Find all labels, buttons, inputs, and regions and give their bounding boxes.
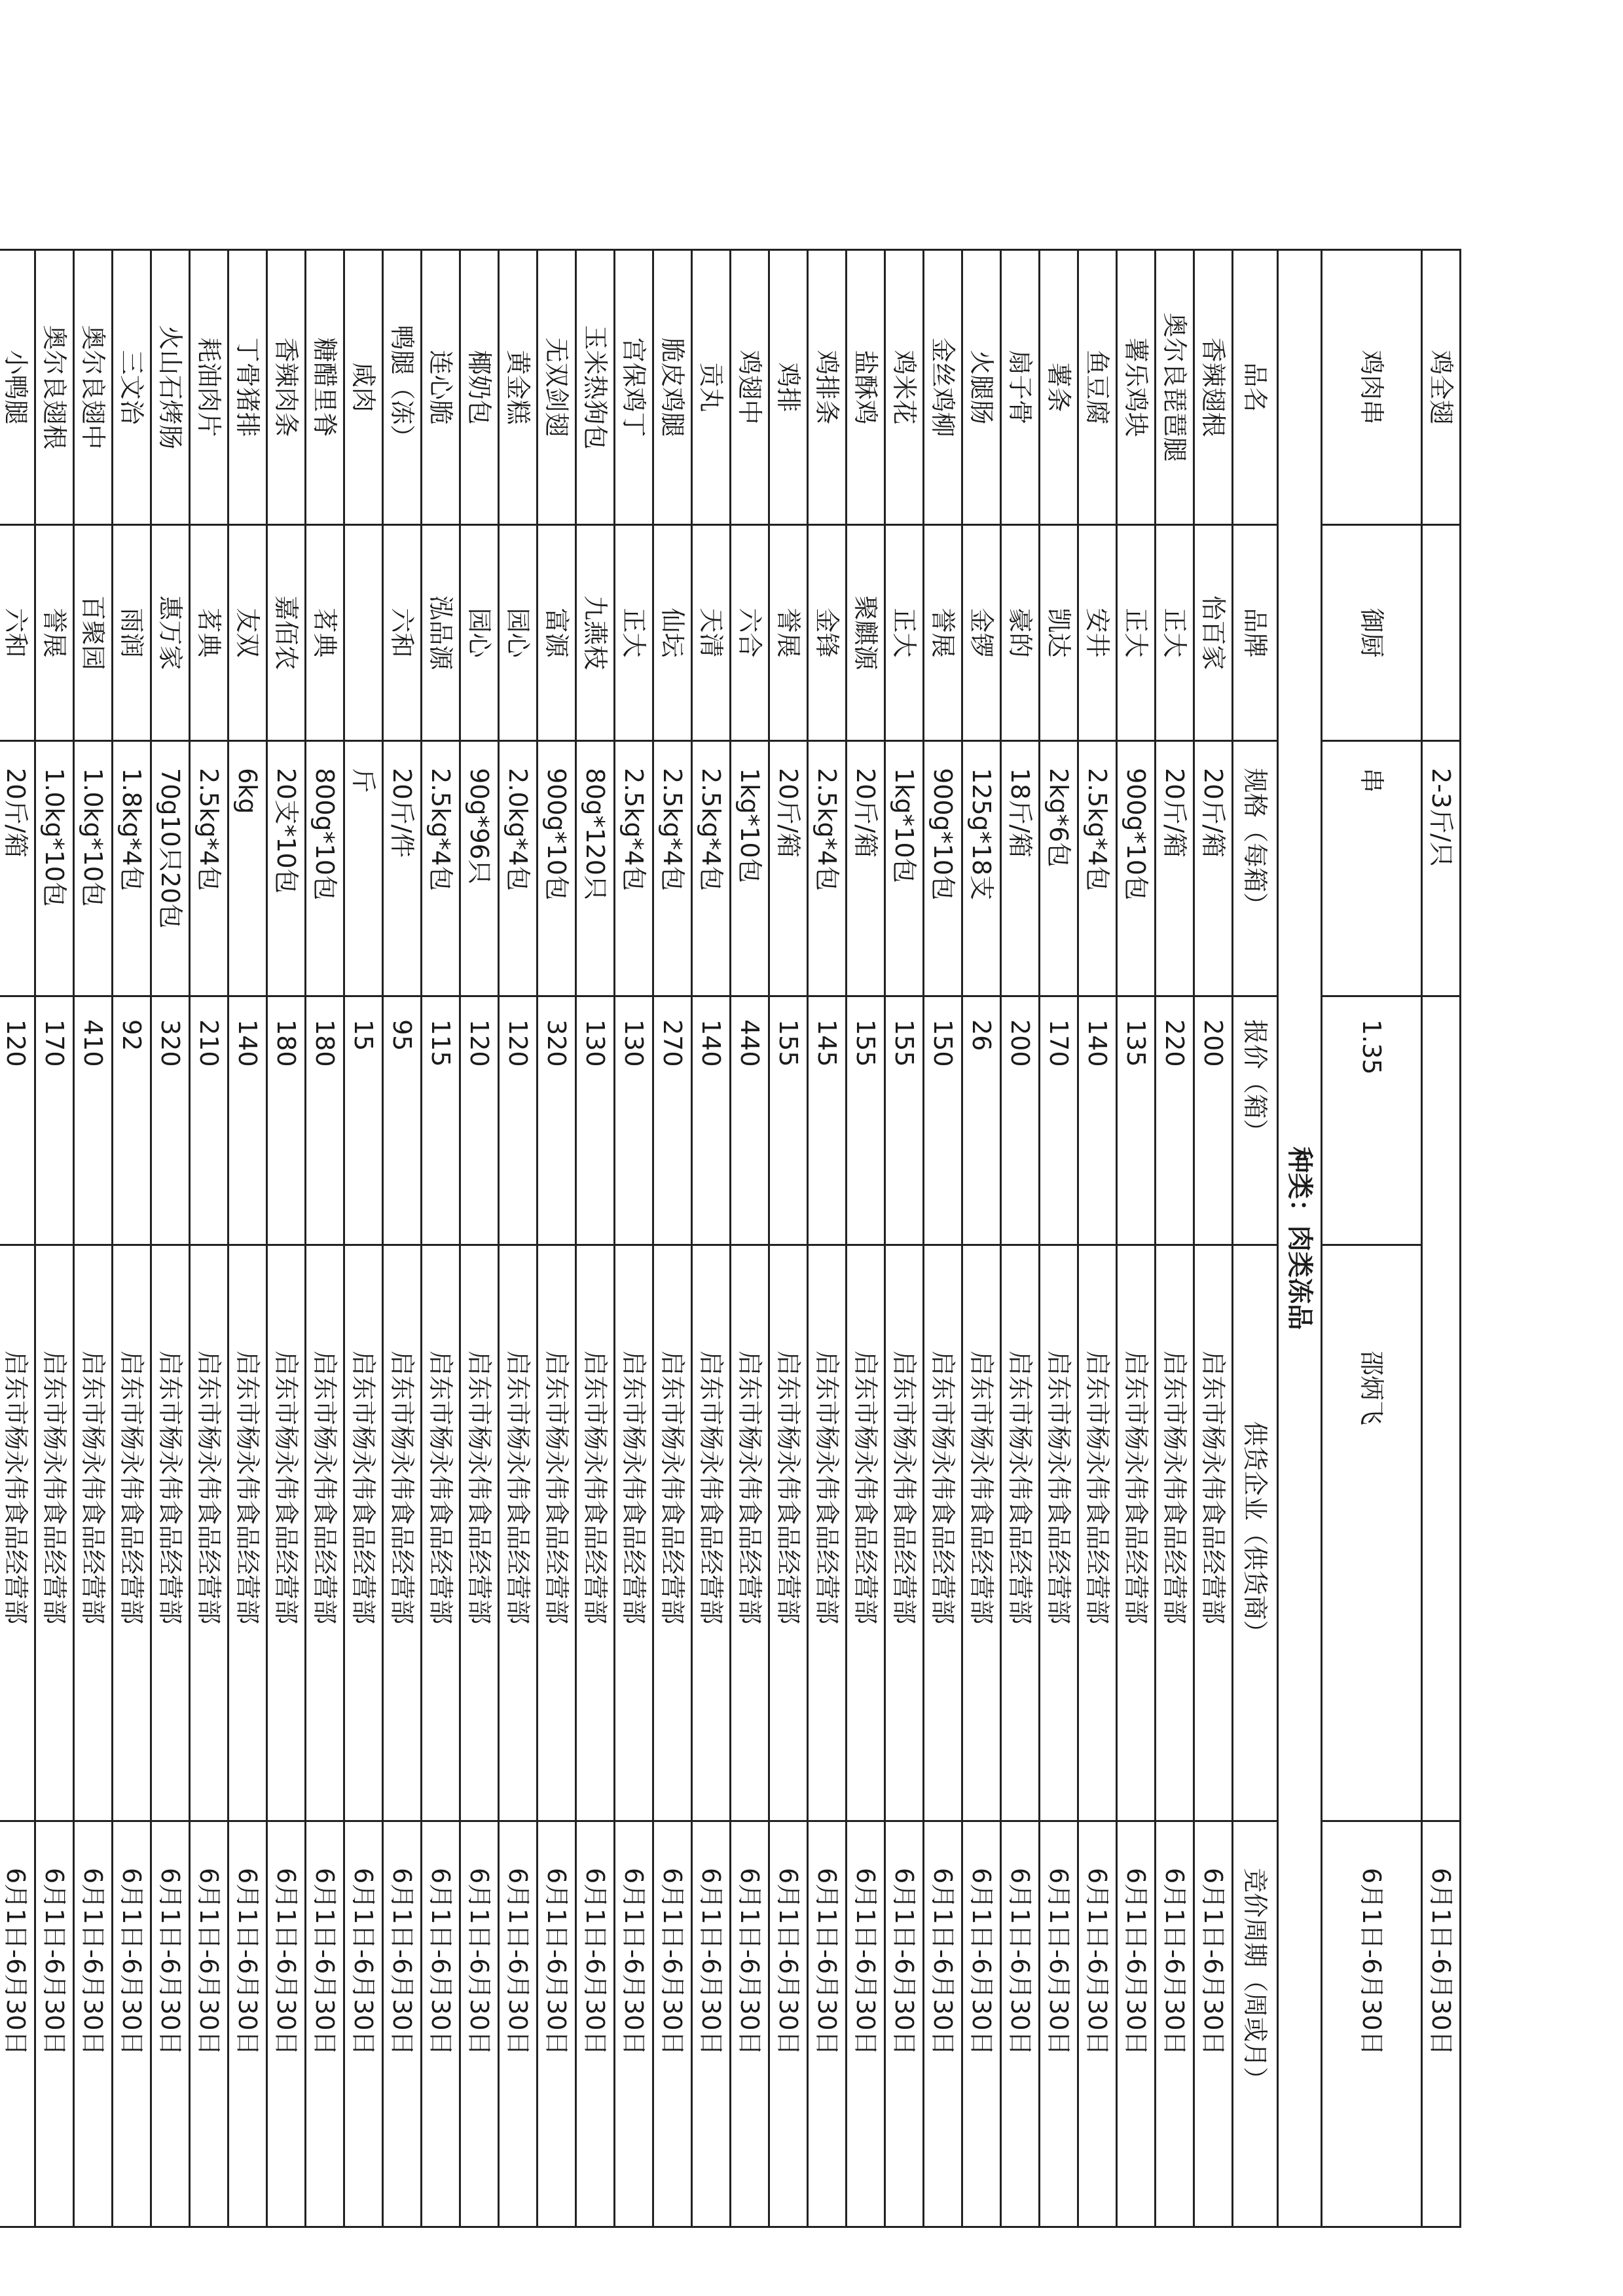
item-brand: 凯达: [1040, 525, 1078, 741]
item-brand: 金锣: [962, 525, 1001, 741]
item-period: 6月1日-6月30日: [1040, 1821, 1078, 2227]
table-row: [113, 250, 151, 2227]
item-price: 120: [460, 996, 499, 1245]
item-supplier: 启东市杨永伟食品经营部: [1040, 1245, 1078, 1821]
item-brand: 安井: [1078, 525, 1117, 741]
item-period: 6月1日-6月30日: [769, 1821, 808, 2227]
item-supplier: 启东市杨永伟食品经营部: [383, 1245, 422, 1821]
item-supplier: 启东市杨永伟食品经营部: [499, 1245, 538, 1821]
item-period: 6月1日-6月30日: [344, 1821, 383, 2227]
item-price: 92: [113, 996, 151, 1245]
item-name: 贡丸: [692, 250, 731, 525]
item-supplier: 启东市杨永伟食品经营部: [228, 1245, 267, 1821]
item-price: 145: [808, 996, 847, 1245]
item-name: 薯条: [1040, 250, 1078, 525]
table-row: [1117, 250, 1156, 2227]
item-supplier: 启东市杨永伟食品经营部: [267, 1245, 306, 1821]
item-period: 6月1日-6月30日: [306, 1821, 344, 2227]
item-price: 140: [1078, 996, 1117, 1245]
item-price: 95: [383, 996, 422, 1245]
item-name: 香辣翅根: [1194, 250, 1233, 525]
item-price: 170: [1040, 996, 1078, 1245]
item-price: 410: [74, 996, 113, 1245]
item-supplier: [1422, 1245, 1461, 1821]
item-period: 6月1日-6月30日: [190, 1821, 228, 2227]
item-spec: 90g*96只: [460, 741, 499, 996]
item-name: 咸肉: [344, 250, 383, 525]
item-supplier: 启东市杨永伟食品经营部: [1194, 1245, 1233, 1821]
table-row: [267, 250, 306, 2227]
item-brand: 六和: [0, 525, 35, 741]
header-period: 竞价周期（周或月）: [1233, 1821, 1278, 2227]
item-name: 耗油肉片: [190, 250, 228, 525]
item-brand: 九燕枝: [576, 525, 615, 741]
item-spec: 6kg: [228, 741, 267, 996]
item-supplier: 启东市杨永伟食品经营部: [0, 1245, 35, 1821]
item-brand: 怡百家: [1194, 525, 1233, 741]
item-spec: 20斤/箱: [769, 741, 808, 996]
table-row: [383, 250, 422, 2227]
item-price: 120: [0, 996, 35, 1245]
item-period: 6月1日-6月30日: [962, 1821, 1001, 2227]
item-supplier: 启东市杨永伟食品经营部: [576, 1245, 615, 1821]
item-spec: 2.5kg*4包: [190, 741, 228, 996]
item-period: 6月1日-6月30日: [576, 1821, 615, 2227]
item-name: 火山石烤肠: [151, 250, 190, 525]
table-row: [885, 250, 924, 2227]
item-supplier: 启东市杨永伟食品经营部: [1001, 1245, 1040, 1821]
item-name: 奥尔良翅中: [74, 250, 113, 525]
item-period: 6月1日-6月30日: [615, 1821, 653, 2227]
item-price: 155: [847, 996, 885, 1245]
item-price: 170: [35, 996, 74, 1245]
table-row: [924, 250, 962, 2227]
item-period: 6月1日-6月30日: [731, 1821, 769, 2227]
item-name: 金丝鸡柳: [924, 250, 962, 525]
item-name: 三文治: [113, 250, 151, 525]
item-name: 奥尔良琵琶腿: [1156, 250, 1194, 525]
item-spec: 18斤/箱: [1001, 741, 1040, 996]
item-price: [1422, 996, 1461, 1245]
item-supplier: 启东市杨永伟食品经营部: [190, 1245, 228, 1821]
item-brand: 誉展: [769, 525, 808, 741]
item-name: 椰奶包: [460, 250, 499, 525]
item-price: 155: [769, 996, 808, 1245]
item-brand: 誉展: [924, 525, 962, 741]
item-brand: 泓品源: [422, 525, 460, 741]
item-name: 火腿肠: [962, 250, 1001, 525]
item-supplier: 启东市杨永伟食品经营部: [1117, 1245, 1156, 1821]
table-row: [1156, 250, 1194, 2227]
table-row: [1078, 250, 1117, 2227]
item-price: 200: [1194, 996, 1233, 1245]
item-spec: 2.5kg*4包: [692, 741, 731, 996]
item-name: 奥尔良翅根: [35, 250, 74, 525]
item-spec: 125g*18支: [962, 741, 1001, 996]
item-spec: 2.5kg*4包: [1078, 741, 1117, 996]
item-spec: 1.0kg*10包: [35, 741, 74, 996]
item-period: 6月1日-6月30日: [1322, 1821, 1422, 2227]
item-name: 鱼豆腐: [1078, 250, 1117, 525]
item-spec: 70g10只20包: [151, 741, 190, 996]
item-period: 6月1日-6月30日: [499, 1821, 538, 2227]
item-price: 180: [306, 996, 344, 1245]
item-period: 6月1日-6月30日: [383, 1821, 422, 2227]
item-supplier: 启东市杨永伟食品经营部: [615, 1245, 653, 1821]
item-name: 香辣肉条: [267, 250, 306, 525]
table-row: [653, 250, 692, 2227]
item-name: 薯乐鸡块: [1117, 250, 1156, 525]
table-row: [35, 250, 74, 2227]
item-brand: 茗典: [306, 525, 344, 741]
item-supplier: 启东市杨永伟食品经营部: [808, 1245, 847, 1821]
item-supplier: 启东市杨永伟食品经营部: [538, 1245, 576, 1821]
table-row: [962, 250, 1001, 2227]
item-name: 鸡全翅: [1422, 250, 1461, 525]
item-brand: 正大: [1156, 525, 1194, 741]
item-supplier: 启东市杨永伟食品经营部: [344, 1245, 383, 1821]
item-brand: 茗典: [190, 525, 228, 741]
item-price: 1.35: [1322, 996, 1422, 1245]
table-row: [731, 250, 769, 2227]
table-row: [0, 250, 35, 2227]
item-period: 6月1日-6月30日: [1156, 1821, 1194, 2227]
table-row: [460, 250, 499, 2227]
item-price: 220: [1156, 996, 1194, 1245]
item-supplier: 启东市杨永伟食品经营部: [962, 1245, 1001, 1821]
item-period: 6月1日-6月30日: [267, 1821, 306, 2227]
item-spec: 900g*10包: [538, 741, 576, 996]
item-spec: 20斤/箱: [0, 741, 35, 996]
item-period: 6月1日-6月30日: [0, 1821, 35, 2227]
item-price: 150: [924, 996, 962, 1245]
item-supplier: 启东市杨永伟食品经营部: [885, 1245, 924, 1821]
item-brand: 园心: [460, 525, 499, 741]
category-label: 种类：肉类冻品: [1278, 250, 1322, 2227]
top-row: [1422, 250, 1461, 2227]
item-supplier: 启东市杨永伟食品经营部: [35, 1245, 74, 1821]
table-row: [1040, 250, 1078, 2227]
item-period: 6月1日-6月30日: [653, 1821, 692, 2227]
table-row: [692, 250, 731, 2227]
item-supplier: 启东市杨永伟食品经营部: [460, 1245, 499, 1821]
item-brand: 惠万家: [151, 525, 190, 741]
item-period: 6月1日-6月30日: [460, 1821, 499, 2227]
item-spec: 斤: [344, 741, 383, 996]
item-price: 130: [615, 996, 653, 1245]
item-spec: 2.5kg*4包: [615, 741, 653, 996]
table-row: [306, 250, 344, 2227]
item-price: 200: [1001, 996, 1040, 1245]
item-supplier: 启东市杨永伟食品经营部: [769, 1245, 808, 1821]
header-row: [1233, 250, 1278, 2227]
item-price: 210: [190, 996, 228, 1245]
item-spec: 20斤/箱: [1156, 741, 1194, 996]
item-price: 140: [692, 996, 731, 1245]
item-period: 6月1日-6月30日: [808, 1821, 847, 2227]
item-period: 6月1日-6月30日: [1001, 1821, 1040, 2227]
item-spec: 1.8kg*4包: [113, 741, 151, 996]
table-row: [344, 250, 383, 2227]
item-price: 180: [267, 996, 306, 1245]
item-spec: 20斤/箱: [847, 741, 885, 996]
top-row: [1322, 250, 1422, 2227]
item-price: 155: [885, 996, 924, 1245]
item-period: 6月1日-6月30日: [113, 1821, 151, 2227]
table-row: [422, 250, 460, 2227]
item-name: 鸡排: [769, 250, 808, 525]
item-spec: 800g*10包: [306, 741, 344, 996]
table-row: [74, 250, 113, 2227]
item-price: 120: [499, 996, 538, 1245]
item-name: 宫保鸡丁: [615, 250, 653, 525]
item-spec: 20支*10包: [267, 741, 306, 996]
table-row: [1194, 250, 1233, 2227]
item-period: 6月1日-6月30日: [847, 1821, 885, 2227]
item-brand: 六和: [383, 525, 422, 741]
category-row: [1278, 250, 1322, 2227]
item-price: 26: [962, 996, 1001, 1245]
item-period: 6月1日-6月30日: [74, 1821, 113, 2227]
item-supplier: 启东市杨永伟食品经营部: [151, 1245, 190, 1821]
item-period: 6月1日-6月30日: [1422, 1821, 1461, 2227]
header-price: 报价（箱）: [1233, 996, 1278, 1245]
item-spec: 2.5kg*4包: [422, 741, 460, 996]
item-name: 无双剑翅: [538, 250, 576, 525]
item-price: 270: [653, 996, 692, 1245]
item-supplier: 启东市杨永伟食品经营部: [422, 1245, 460, 1821]
item-supplier: 启东市杨永伟食品经营部: [74, 1245, 113, 1821]
item-brand: 正大: [885, 525, 924, 741]
item-spec: 2-3斤/只: [1422, 741, 1461, 996]
item-supplier: 邵炳飞: [1322, 1245, 1422, 1821]
item-spec: 串: [1322, 741, 1422, 996]
table-row: [538, 250, 576, 2227]
item-spec: 1.0kg*10包: [74, 741, 113, 996]
item-supplier: 启东市杨永伟食品经营部: [847, 1245, 885, 1821]
item-period: 6月1日-6月30日: [538, 1821, 576, 2227]
price-sheet: [1, 249, 1461, 2226]
table-row: [576, 250, 615, 2227]
item-name: 鸭腿（冻）: [383, 250, 422, 525]
item-supplier: 启东市杨永伟食品经营部: [692, 1245, 731, 1821]
item-brand: 仙坛: [653, 525, 692, 741]
item-period: 6月1日-6月30日: [1194, 1821, 1233, 2227]
item-spec: 900g*10包: [1117, 741, 1156, 996]
item-brand: 豪的: [1001, 525, 1040, 741]
item-brand: 金锋: [808, 525, 847, 741]
item-price: 320: [538, 996, 576, 1245]
item-name: 鸡米花: [885, 250, 924, 525]
item-brand: 六合: [731, 525, 769, 741]
item-name: 黄金糕: [499, 250, 538, 525]
item-period: 6月1日-6月30日: [692, 1821, 731, 2227]
item-supplier: 启东市杨永伟食品经营部: [1156, 1245, 1194, 1821]
table-row: [190, 250, 228, 2227]
item-spec: 2.5kg*4包: [808, 741, 847, 996]
item-name: 丁骨猪排: [228, 250, 267, 525]
item-price: 115: [422, 996, 460, 1245]
item-brand: 友双: [228, 525, 267, 741]
item-brand: 誉展: [35, 525, 74, 741]
item-name: 鸡肉串: [1322, 250, 1422, 525]
table-row: [499, 250, 538, 2227]
price-table-body: [0, 250, 1461, 2227]
item-brand: 御厨: [1322, 525, 1422, 741]
header-spec: 规格（每箱）: [1233, 741, 1278, 996]
item-period: 6月1日-6月30日: [422, 1821, 460, 2227]
price-table: [0, 249, 1461, 2228]
item-period: 6月1日-6月30日: [228, 1821, 267, 2227]
item-name: 扇子骨: [1001, 250, 1040, 525]
item-brand: 富源: [538, 525, 576, 741]
item-spec: 80g*120只: [576, 741, 615, 996]
item-period: 6月1日-6月30日: [885, 1821, 924, 2227]
item-price: 140: [228, 996, 267, 1245]
item-price: 135: [1117, 996, 1156, 1245]
item-brand: 百聚园: [74, 525, 113, 741]
item-brand: [344, 525, 383, 741]
item-price: 130: [576, 996, 615, 1245]
table-row: [615, 250, 653, 2227]
header-brand: 品牌: [1233, 525, 1278, 741]
item-period: 6月1日-6月30日: [1078, 1821, 1117, 2227]
item-supplier: 启东市杨永伟食品经营部: [1078, 1245, 1117, 1821]
item-period: 6月1日-6月30日: [1117, 1821, 1156, 2227]
item-name: 盐酥鸡: [847, 250, 885, 525]
item-name: 连心脆: [422, 250, 460, 525]
table-row: [847, 250, 885, 2227]
item-period: 6月1日-6月30日: [924, 1821, 962, 2227]
item-name: 小鸭腿: [0, 250, 35, 525]
item-name: 鸡翅中: [731, 250, 769, 525]
item-spec: 2kg*6包: [1040, 741, 1078, 996]
item-period: 6月1日-6月30日: [151, 1821, 190, 2227]
item-name: 糖醋里脊: [306, 250, 344, 525]
item-brand: 聚麒源: [847, 525, 885, 741]
header-name: 品名: [1233, 250, 1278, 525]
item-supplier: 启东市杨永伟食品经营部: [653, 1245, 692, 1821]
item-supplier: 启东市杨永伟食品经营部: [113, 1245, 151, 1821]
item-price: 440: [731, 996, 769, 1245]
header-supplier: 供货企业（供货商）: [1233, 1245, 1278, 1821]
table-row: [808, 250, 847, 2227]
item-spec: 900g*10包: [924, 741, 962, 996]
item-supplier: 启东市杨永伟食品经营部: [924, 1245, 962, 1821]
item-brand: 园心: [499, 525, 538, 741]
item-brand: [1422, 525, 1461, 741]
table-row: [769, 250, 808, 2227]
item-name: 鸡排条: [808, 250, 847, 525]
item-brand: 正大: [615, 525, 653, 741]
item-spec: 1kg*10包: [885, 741, 924, 996]
item-spec: 1kg*10包: [731, 741, 769, 996]
table-row: [1001, 250, 1040, 2227]
item-spec: 2.5kg*4包: [653, 741, 692, 996]
item-brand: 天清: [692, 525, 731, 741]
item-supplier: 启东市杨永伟食品经营部: [306, 1245, 344, 1821]
item-brand: 雨润: [113, 525, 151, 741]
item-spec: 20斤/箱: [1194, 741, 1233, 996]
table-row: [228, 250, 267, 2227]
item-spec: 2.0kg*4包: [499, 741, 538, 996]
item-period: 6月1日-6月30日: [35, 1821, 74, 2227]
item-brand: 正大: [1117, 525, 1156, 741]
item-name: 脆皮鸡腿: [653, 250, 692, 525]
item-brand: 嘉佰农: [267, 525, 306, 741]
item-name: 玉米热狗包: [576, 250, 615, 525]
item-price: 320: [151, 996, 190, 1245]
table-row: [151, 250, 190, 2227]
item-price: 15: [344, 996, 383, 1245]
item-supplier: 启东市杨永伟食品经营部: [731, 1245, 769, 1821]
item-spec: 20斤/件: [383, 741, 422, 996]
